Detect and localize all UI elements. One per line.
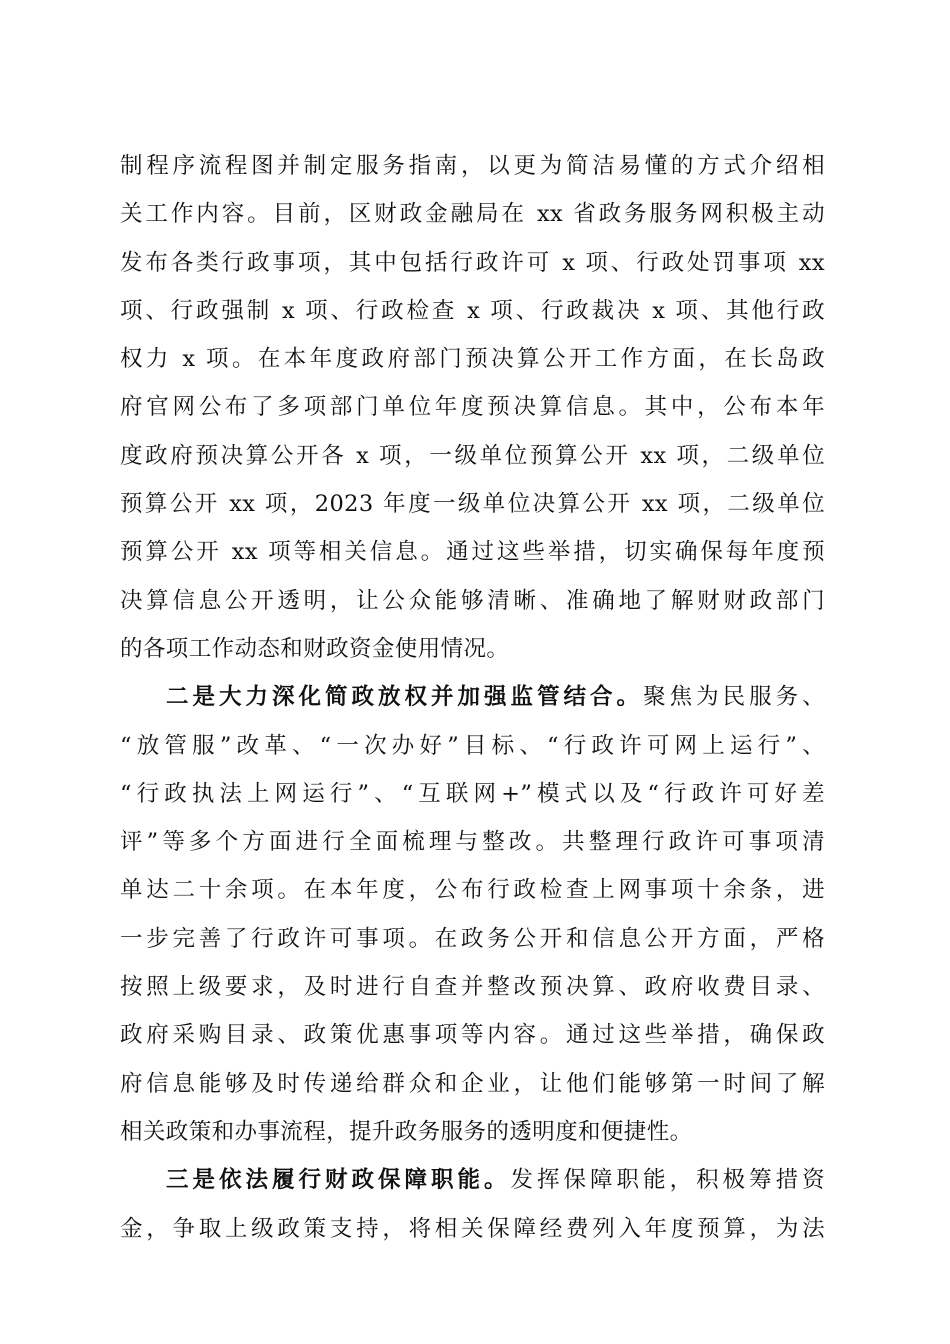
paragraph-first-line-text: 发挥保障职能，积极筹措资 xyxy=(510,1167,825,1194)
paragraph-line: 评”等多个方面进行全面梳理与整改。共整理行政许可事项清 xyxy=(120,829,825,856)
paragraph-line: 按照上级要求，及时进行自查并整改预决算、政府收费目录、 xyxy=(120,974,825,1001)
paragraph-line: 单达二十余项。在本年度，公布行政检查上网事项十余条，进 xyxy=(120,877,825,904)
paragraph-line: “行政执法上网运行”、“互联网+”模式以及“行政许可好差 xyxy=(120,780,825,807)
paragraph-first-line xyxy=(120,1156,825,1204)
paragraph-line: 府官网公布了多项部门单位年度预决算信息。其中，公布本年 xyxy=(120,394,825,421)
paragraph-line: 决算信息公开透明，让公众能够清晰、准确地了解财财政部门 xyxy=(120,587,825,614)
paragraph-line: 政府采购目录、政策优惠事项等内容。通过这些举措，确保政 xyxy=(120,1022,825,1049)
paragraph-line: 度政府预决算公开各 x 项，一级单位预算公开 xx 项，二级单位 xyxy=(120,442,825,469)
document-body xyxy=(120,142,825,1253)
paragraph-line: 预算公开 xx 项，2023 年度一级单位决算公开 xx 项，二级单位 xyxy=(120,491,825,518)
paragraph-line: 一步完善了行政许可事项。在政务公开和信息公开方面，严格 xyxy=(120,925,825,952)
paragraph-first-line-text: 聚焦为民服务、 xyxy=(643,684,825,711)
paragraph-2 xyxy=(120,673,825,1156)
paragraph-line: 预算公开 xx 项等相关信息。通过这些举措，切实确保每年度预 xyxy=(120,539,825,566)
paragraph-first-line xyxy=(120,673,825,721)
paragraph-line: 制程序流程图并制定服务指南，以更为简洁易懂的方式介绍相 xyxy=(120,153,825,179)
paragraph-line: 发布各类行政事项，其中包括行政许可 x 项、行政处罚事项 xx xyxy=(120,249,825,276)
paragraph-line: 的各项工作动态和财政资金使用情况。 xyxy=(120,635,510,662)
paragraph-line: 府信息能够及时传递给群众和企业，让他们能够第一时间了解 xyxy=(120,1070,825,1097)
paragraph-line: 金，争取上级政策支持，将相关保障经费列入年度预算，为法 xyxy=(120,1215,825,1242)
paragraph-line: 权力 x 项。在本年度政府部门预决算公开工作方面，在长岛政 xyxy=(120,346,825,373)
paragraph-line: 项、行政强制 x 项、行政检查 x 项、行政裁决 x 项、其他行政 xyxy=(120,297,825,324)
paragraph-line: 相关政策和办事流程，提升政务服务的透明度和便捷性。 xyxy=(120,1118,693,1145)
paragraph-line: 关工作内容。目前，区财政金融局在 xx 省政务服务网积极主动 xyxy=(120,201,825,228)
paragraph-heading: 二是大力深化简政放权并加强监管结合。 xyxy=(166,684,644,711)
paragraph-line: “放管服”改革、“一次办好”目标、“行政许可网上运行”、 xyxy=(120,732,825,759)
paragraph-heading: 三是依法履行财政保障职能。 xyxy=(166,1167,511,1194)
paragraph-1 xyxy=(120,142,825,673)
paragraph-3 xyxy=(120,1156,825,1253)
